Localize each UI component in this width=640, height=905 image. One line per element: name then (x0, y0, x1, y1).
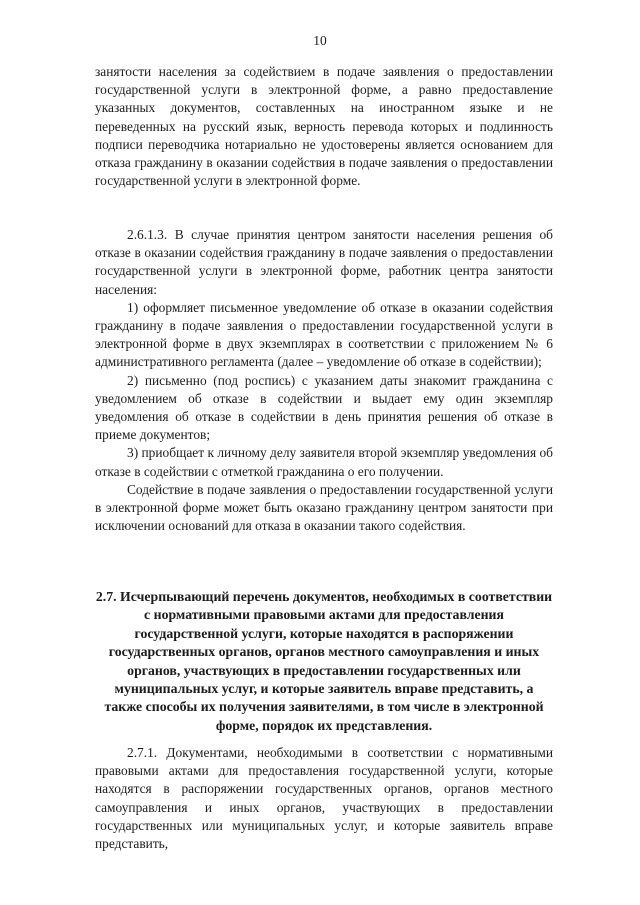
list-item-1: 1) оформляет письменное уведомление об отказе в оказании содействия гражданину в подаче заявления о предоставлении государственной услуги в электронной форме в двух экземплярах в соответствии с приложением № 6 административного регламента (далее – уведомление об отказе в содействии); (95, 299, 553, 370)
section-heading-2-7: 2.7. Исчерпывающий перечень документов, необходимых в соответствии с нормативными правовыми актами для предоставления государственной услуги, которые находятся в распоряжении государственных органов, органов местного самоуправления и иных органов, участвующих в предоставлении государственных или муниципальных услуг, и которые заявитель вправе представить, а также способы их получения заявителями, в том числе в электронной форме, порядок их представления. (95, 589, 553, 733)
intro-paragraph: занятости населения за содействием в подаче заявления о предоставлении государственной услуги в электронной форме, а равно предоставление указанных документов, составленных на иностранном языке и не переведенных на русский язык, верность перевода которых и подлинность подписи переводчика нотариально не удостоверены является основанием для отказа гражданину в оказании содействия в подаче заявления о предоставлении государственной услуги в электронной форме. (95, 64, 553, 189)
clause-2-7-1-paragraph: 2.7.1. Документами, необходимыми в соответствии с нормативными правовыми актами для предоставления государственной услуги, которые находятся в распоряжении государственных органов, органов местного самоуправления и иных органов, участвующих в предоставлении государственных или муниципальных услуг, и которые заявитель вправе представить, (95, 745, 553, 852)
intro-block (95, 63, 553, 190)
clause-2-6-1-3-paragraph: 2.6.1.3. В случае принятия центром занятости населения решения об отказе в оказании содействия гражданину в подаче заявления о предоставлении государственной услуги в электронной форме, работник центра занятости населения: (95, 227, 553, 297)
list-item-2: 2) письменно (под роспись) с указанием даты знакомит гражданина с уведомлением об отказе в содействии и выдает ему один экземпляр уведомления об отказе в содействии в день принятия решения об отказе в приеме документов; (95, 372, 553, 443)
section-heading-block (95, 588, 553, 735)
clause-2-7-1-block (95, 744, 553, 853)
closing-paragraph: Содействие в подаче заявления о предоставлении государственной услуги в электронной форме может быть оказано гражданину центром занятости при исключении оснований для отказа в оказании такого содействия. (95, 481, 553, 534)
list-item-3: 3) приобщает к личному делу заявителя второй экземпляр уведомления об отказе в содействии с отметкой гражданина о его получении. (95, 445, 553, 479)
clause-2-6-1-3-block (95, 226, 553, 535)
page-number: 10 (313, 33, 327, 48)
